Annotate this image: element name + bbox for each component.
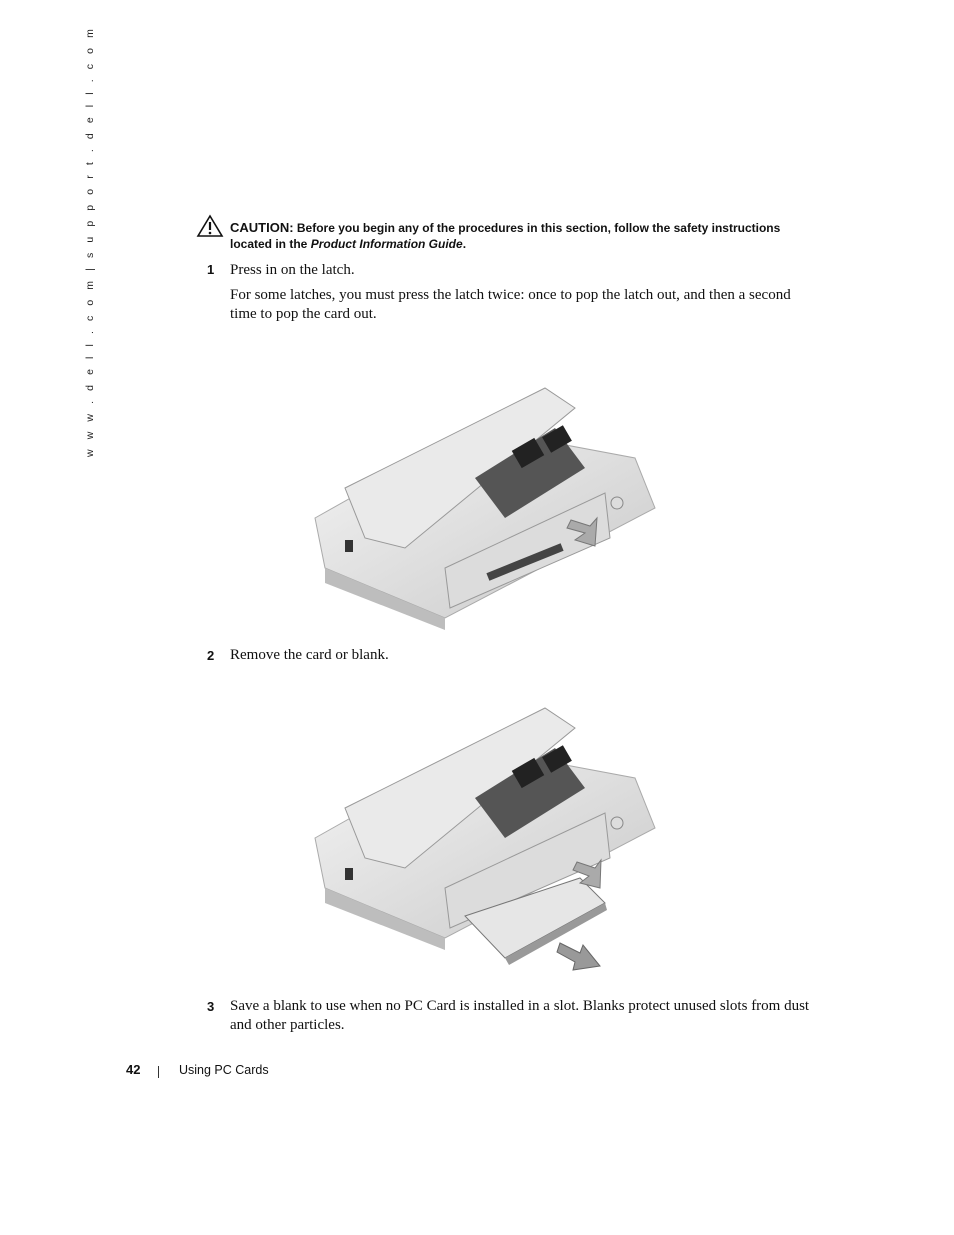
caution-label: CAUTION: (230, 220, 294, 235)
step-1-number: 1 (207, 262, 215, 277)
page-number: 42 (126, 1062, 141, 1077)
caution-text-prefix: located in the (230, 237, 311, 251)
caution-text: Before you begin any of the procedures in this section, follow the safety instructions (296, 221, 781, 235)
footer-separator (158, 1066, 159, 1078)
caution-line-1 (230, 219, 780, 237)
caution-line-2 (230, 236, 466, 253)
latch-press-illustration (305, 368, 665, 630)
guide-title: Product Information Guide (310, 237, 463, 251)
caution-text-suffix: . (462, 237, 467, 251)
section-title: Using PC Cards (179, 1063, 269, 1077)
caution-triangle-icon (196, 214, 224, 238)
step-3-number: 3 (207, 999, 215, 1014)
step-1-text: Press in on the latch. (230, 262, 355, 278)
step-2-text: Remove the card or blank. (230, 647, 389, 663)
step-1-note: For some latches, you must press the latch twice: once to pop the latch out, and then a second time to pop the card out. (230, 287, 791, 322)
sidebar-url: w w w . d e l l . c o m | s u p p o r t . d e l l . c o m (84, 25, 96, 457)
step-2-number: 2 (207, 648, 215, 663)
step-3-text: Save a blank to use when no PC Card is installed in a slot. Blanks protect unused slots from dust and other particles. (230, 998, 810, 1033)
card-removal-illustration (305, 688, 665, 978)
